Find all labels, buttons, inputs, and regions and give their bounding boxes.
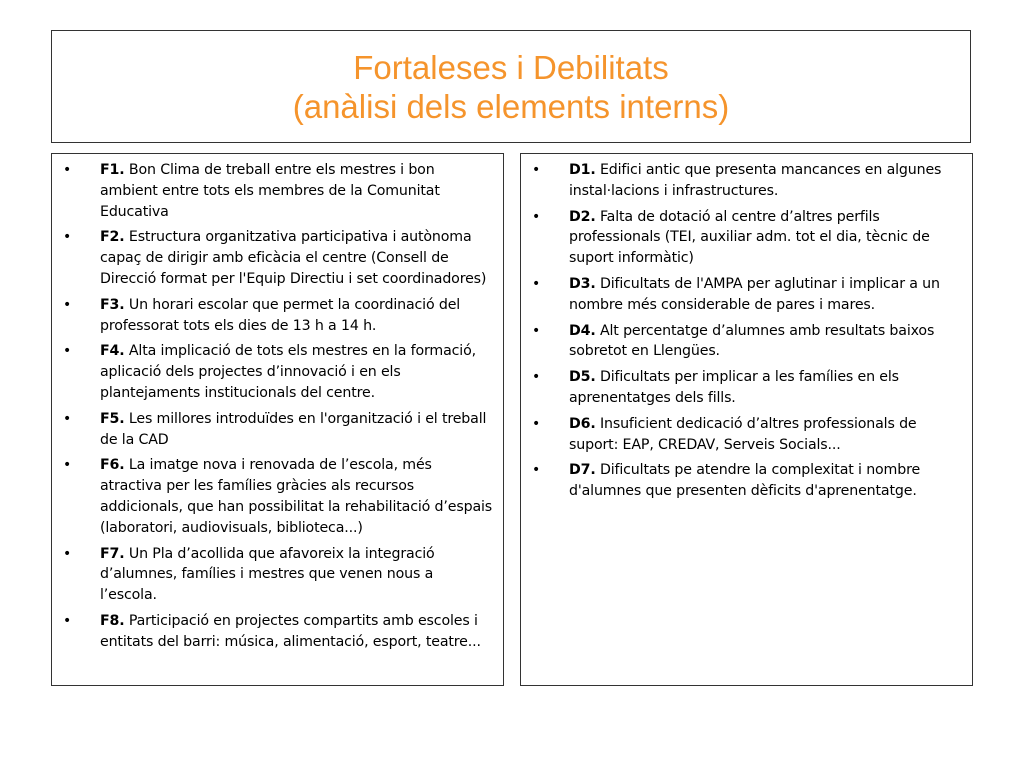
item-code: D2. — [569, 208, 596, 225]
list-item — [52, 341, 493, 403]
list-item — [521, 367, 962, 409]
bullet-icon: • — [63, 296, 72, 313]
item-code: F1. — [100, 162, 125, 178]
item-code: F7. — [100, 545, 125, 562]
bullet-icon: • — [532, 275, 541, 292]
bullet-icon: • — [63, 229, 72, 246]
bullet-icon: • — [532, 208, 541, 225]
bullet-icon: • — [532, 369, 541, 386]
list-item — [52, 160, 493, 222]
item-text: La imatge nova i renovada de l’escola, més atractiva per les famílies gràcies als recursos addicionals, que han possibilitat la rehabilitació d’espais (laboratori, audiovisuals, biblioteca...) — [100, 457, 493, 536]
list-item — [521, 460, 962, 502]
debilitats-box — [520, 153, 973, 686]
bullet-icon: • — [532, 322, 541, 339]
list-item — [52, 227, 493, 289]
fortaleses-list — [52, 160, 493, 653]
bullet-icon: • — [532, 415, 541, 432]
list-item — [521, 160, 962, 202]
item-code: D4. — [569, 322, 596, 339]
item-code: F5. — [100, 410, 125, 427]
item-text: Dificultats de l'AMPA per aglutinar i implicar a un nombre més considerable de pares i mares. — [569, 275, 940, 313]
item-text: Bon Clima de treball entre els mestres i bon ambient entre tots els membres de la Comunitat Educativa — [100, 162, 440, 220]
list-item — [52, 455, 493, 538]
item-code: D1. — [569, 162, 596, 178]
page-title: Fortaleses i Debilitats — [353, 48, 669, 86]
item-text: Insuficient dedicació d’altres professionals de suport: EAP, CREDAV, Serveis Socials... — [569, 415, 917, 453]
list-item — [521, 207, 962, 269]
bullet-icon: • — [63, 162, 72, 178]
item-text: Un horari escolar que permet la coordinació del professorat tots els dies de 13 h a 14 h. — [100, 296, 461, 334]
bullet-icon: • — [63, 545, 72, 562]
bullet-icon: • — [532, 162, 541, 178]
debilitats-list — [521, 160, 962, 502]
list-item — [521, 321, 962, 363]
item-text: Participació en projectes compartits amb escoles i entitats del barri: música, alimentació, esport, teatre... — [100, 612, 481, 650]
list-item — [52, 295, 493, 337]
bullet-icon: • — [63, 343, 72, 360]
bullet-icon: • — [532, 462, 541, 479]
item-code: D3. — [569, 275, 596, 292]
item-code: D6. — [569, 415, 596, 432]
bullet-icon: • — [63, 457, 72, 474]
list-item — [52, 544, 493, 606]
item-text: Un Pla d’acollida que afavoreix la integració d’alumnes, famílies i mestres que venen nous a l’escola. — [100, 545, 435, 604]
list-item — [52, 611, 493, 653]
list-item — [521, 414, 962, 456]
list-item — [52, 409, 493, 451]
item-code: F8. — [100, 612, 125, 629]
fortaleses-box — [51, 153, 504, 686]
item-text: Estructura organitzativa participativa i autònoma capaç de dirigir amb eficàcia el centre (Consell de Direcció format per l'Equip Directiu i set coordinadores) — [100, 229, 487, 287]
item-code: D7. — [569, 462, 596, 479]
item-text: Les millores introduïdes en l'organització i el treball de la CAD — [100, 410, 487, 448]
title-box — [51, 30, 971, 143]
item-code: F2. — [100, 229, 125, 246]
item-text: Falta de dotació al centre d’altres perfils professionals (TEI, auxiliar adm. tot el dia, tècnic de suport informàtic) — [569, 208, 930, 267]
item-text: Alta implicació de tots els mestres en la formació, aplicació dels projectes d’innovació i en els plantejaments institucionals del centre. — [100, 343, 476, 401]
page-subtitle: (anàlisi dels elements interns) — [292, 87, 730, 125]
item-text: Dificultats per implicar a les famílies en els aprenentatges dels fills. — [569, 369, 899, 406]
item-text: Dificultats pe atendre la complexitat i nombre d'alumnes que presenten dèficits d'aprenentatge. — [569, 462, 921, 500]
item-code: F4. — [100, 343, 125, 360]
item-code: F6. — [100, 457, 125, 474]
bullet-icon: • — [63, 612, 72, 629]
bullet-icon: • — [63, 410, 72, 427]
item-code: F3. — [100, 296, 125, 313]
item-code: D5. — [569, 369, 596, 386]
item-text: Alt percentatge d’alumnes amb resultats baixos sobretot en Llengües. — [569, 322, 935, 360]
item-text: Edifici antic que presenta mancances en algunes instal·lacions i infrastructures. — [569, 162, 942, 199]
list-item — [521, 274, 962, 316]
